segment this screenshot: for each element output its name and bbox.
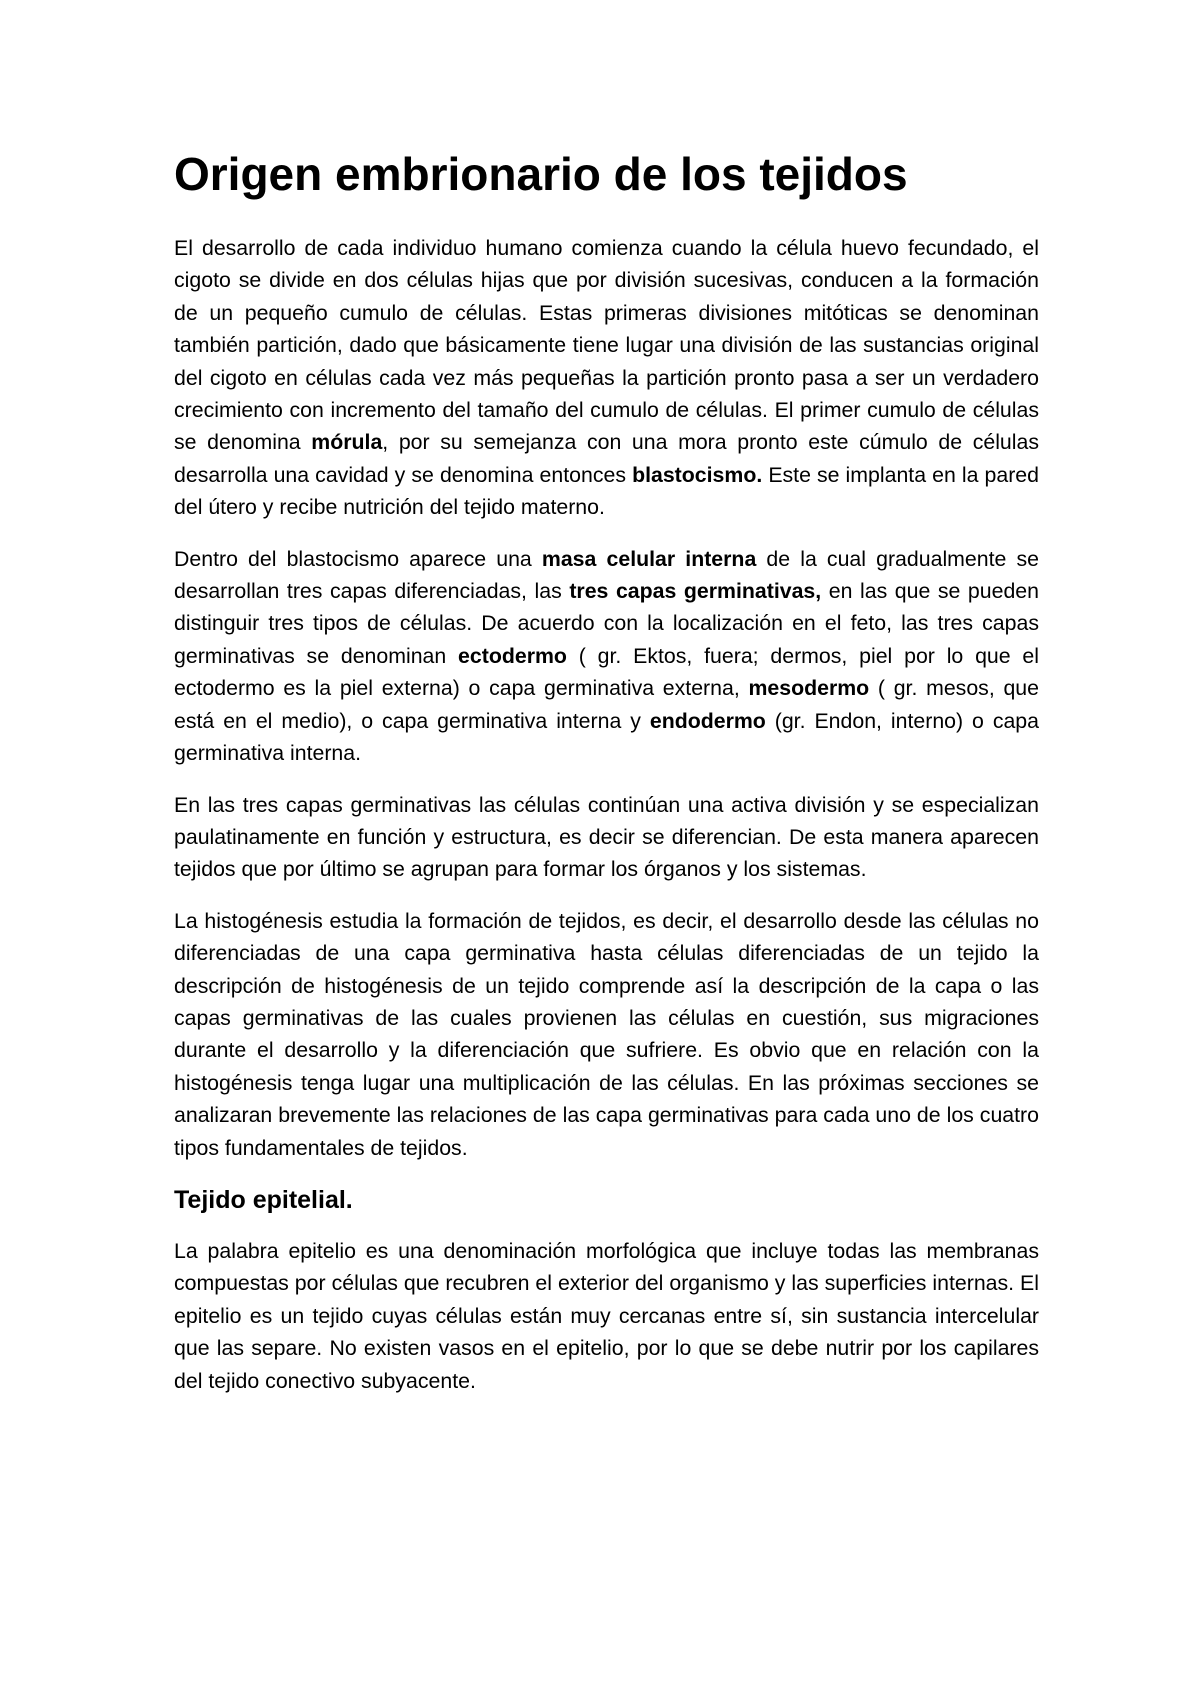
term-masa-celular-interna: masa celular interna: [541, 546, 757, 571]
document-body: [174, 232, 1039, 1416]
paragraph-1-text-c: , por su semejanza con una mora pronto este cúmulo de células desarrolla una cavidad y se denomina entonces: [174, 430, 1039, 487]
paragraph-2-text-a: Dentro del blastocismo aparece una: [174, 546, 542, 571]
term-endodermo: endodermo: [649, 708, 766, 733]
paragraph-2-text-g: (gr. Endon, interno) o capa germinativa interna.: [174, 708, 1039, 766]
paragraph-2-text-e: ( gr. Ektos, fuera; dermos, piel por lo que el ectodermo es la piel externa) o capa germinativa externa,: [174, 643, 1039, 701]
paragraph-2: [174, 543, 1039, 770]
term-blastocismo: blastocismo.: [632, 462, 763, 487]
paragraph-4: La histogénesis estudia la formación de tejidos, es decir, el desarrollo desde las células no diferenciadas de una capa germinativa hasta células diferenciadas de un tejido la descripción de histogénesis de un tejido comprende así la descripción de la capa o las capas germinativas de las cuales provienen las células en cuestión, sus migraciones durante el desarrollo y la diferenciación que sufriere. Es obvio que en relación con la histogénesis tenga lugar una multiplicación de las células. En las próximas secciones se analizaran brevemente las relaciones de las capa germinativas para cada uno de los cuatro tipos fundamentales de tejidos.: [174, 908, 1039, 1160]
paragraph-1-text-a: El desarrollo de cada individuo humano comienza cuando la célula huevo fecundado, el cigoto se divide en dos células hijas que por división sucesivas, conducen a la formación de un pequeño cumulo de células. Estas primeras divisiones mitóticas se denominan también partición, dado que básicamente tiene lugar una división de las sustancias original del cigoto en células cada vez más pequeñas la partición pronto pasa a ser un verdadero crecimiento con incremento del tamaño del cumulo de células. El primer cumulo de células se denomina: [174, 236, 1039, 455]
paragraph-5: La palabra epitelio es una denominación morfológica que incluye todas las membranas compuestas por células que recubren el exterior del organismo y las superficies internas. El epitelio es un tejido cuyas células están muy cercanas entre sí, sin sustancia intercelular que las separe. No existen vasos en el epitelio, por lo que se debe nutrir por los capilares del tejido conectivo subyacente.: [174, 1238, 1039, 1393]
term-morula: mórula: [311, 430, 383, 455]
page-title: Origen embrionario de los tejidos: [174, 148, 908, 200]
section-heading-tejido-epitelial: Tejido epitelial.: [174, 1185, 353, 1214]
term-ectodermo: ectodermo: [458, 643, 567, 668]
paragraph-1: [174, 232, 1039, 524]
term-tres-capas-germinativas: tres capas germinativas,: [569, 579, 822, 604]
paragraph-1-text-d: Este se implanta en la pared del útero y recibe nutrición del tejido materno.: [174, 462, 1039, 520]
term-mesodermo: mesodermo: [748, 676, 870, 701]
paragraph-2-text-f: ( gr. mesos, que está en el medio), o capa germinativa interna y: [174, 676, 1039, 733]
paragraph-2-text-d: en las que se pueden distinguir tres tipos de células. De acuerdo con la localización en el feto, las tres capas germinativas se denominan: [174, 579, 1039, 668]
paragraph-2-text-c: de la cual gradualmente se desarrollan tres capas diferenciadas, las: [174, 546, 1039, 604]
paragraph-3: En las tres capas germinativas las células continúan una activa división y se especializan paulatinamente en función y estructura, es decir se diferencian. De esta manera aparecen tejidos que por último se agrupan para formar los órganos y los sistemas.: [174, 792, 1039, 882]
